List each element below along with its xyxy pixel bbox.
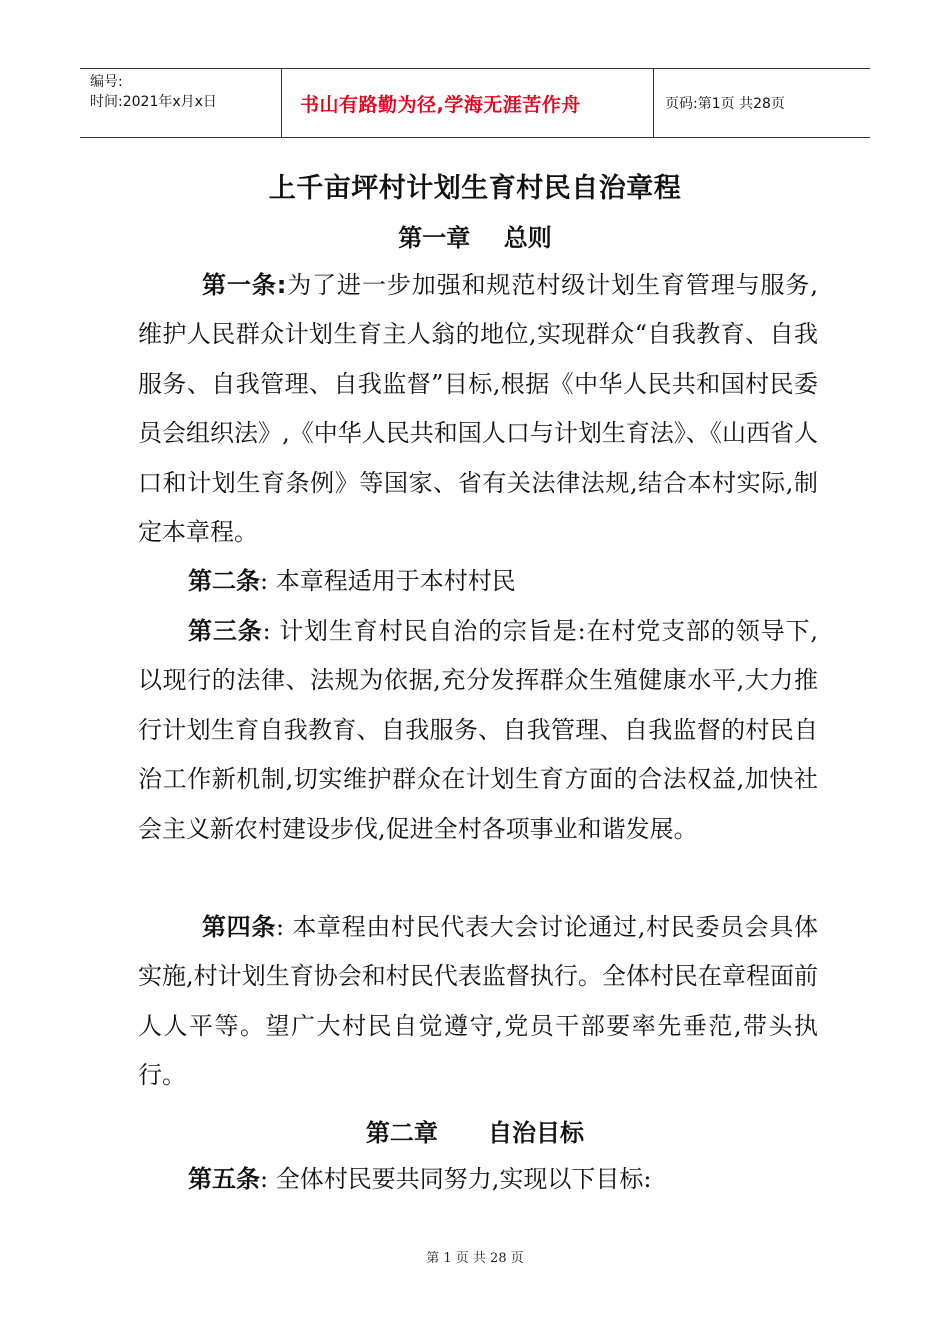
article-5-label: 第五条 [188,1165,260,1193]
article-3 [138,607,818,854]
header-motto-cell [282,69,654,137]
article-4 [138,903,818,1101]
header-page-code: 页码:第1页 共28页 [665,96,785,112]
document-title: 上千亩坪村计划生育村民自治章程 [268,173,682,204]
article-1-text: 为了进一步加强和规范村级计划生育管理与服务,维护人民群众计划生育主人翁的地位,实现群众“自我教育、自我服务、自我管理、自我监督”目标,根据《中华人民共和国村民委员会组织法》,《中华人民共和国人口与计划生育法》、《山西省人口和计划生育条例》等国家、省有关法律法规,结合本村实际,制定本章程。 [138,271,818,547]
article-4-text: : 本章程由村民代表大会讨论通过,村民委员会具体实施,村计划生育协会和村民代表监督执行。全体村民在章程面前人人平等。望广大村民自觉遵守,党员干部要率先垂范,带头执行。 [138,913,818,1090]
chapter-1-heading: 第一章 总则 [398,224,552,252]
header-motto: 书山有路勤为径,学海无涯苦作舟 [300,93,581,116]
article-3-label: 第三条 [188,617,263,645]
article-2-text: : 本章程适用于本村村民 [260,567,516,595]
article-3-text: : 计划生育村民自治的宗旨是:在村党支部的领导下,以现行的法律、法规为依据,充分发挥群众生殖健康水平,大力推行计划生育自我教育、自我服务、自我管理、自我监督的村民自治工作新机制,切实维护群众在计划生育方面的合法权益,加快社会主义新农村建设步伐,促进全村各项事业和谐发展。 [138,617,818,843]
document-number-label: 编号: [90,74,123,90]
article-2 [138,557,818,606]
article-1-label: 第一条: [202,271,287,299]
article-4-label: 第四条 [202,913,276,941]
document-time-label: 时间:2021年x月x日 [90,94,217,110]
page-footer: 第 1 页 共 28 页 [426,1251,524,1266]
document-header-table [80,68,870,138]
article-5-text: : 全体村民要共同努力,实现以下目标: [260,1165,652,1193]
header-meta-cell [80,69,282,137]
article-1 [138,261,818,557]
header-page-cell [654,69,870,137]
chapter-2-heading: 第二章 自治目标 [365,1119,585,1147]
article-5 [138,1155,818,1204]
article-2-label: 第二条 [188,567,260,595]
